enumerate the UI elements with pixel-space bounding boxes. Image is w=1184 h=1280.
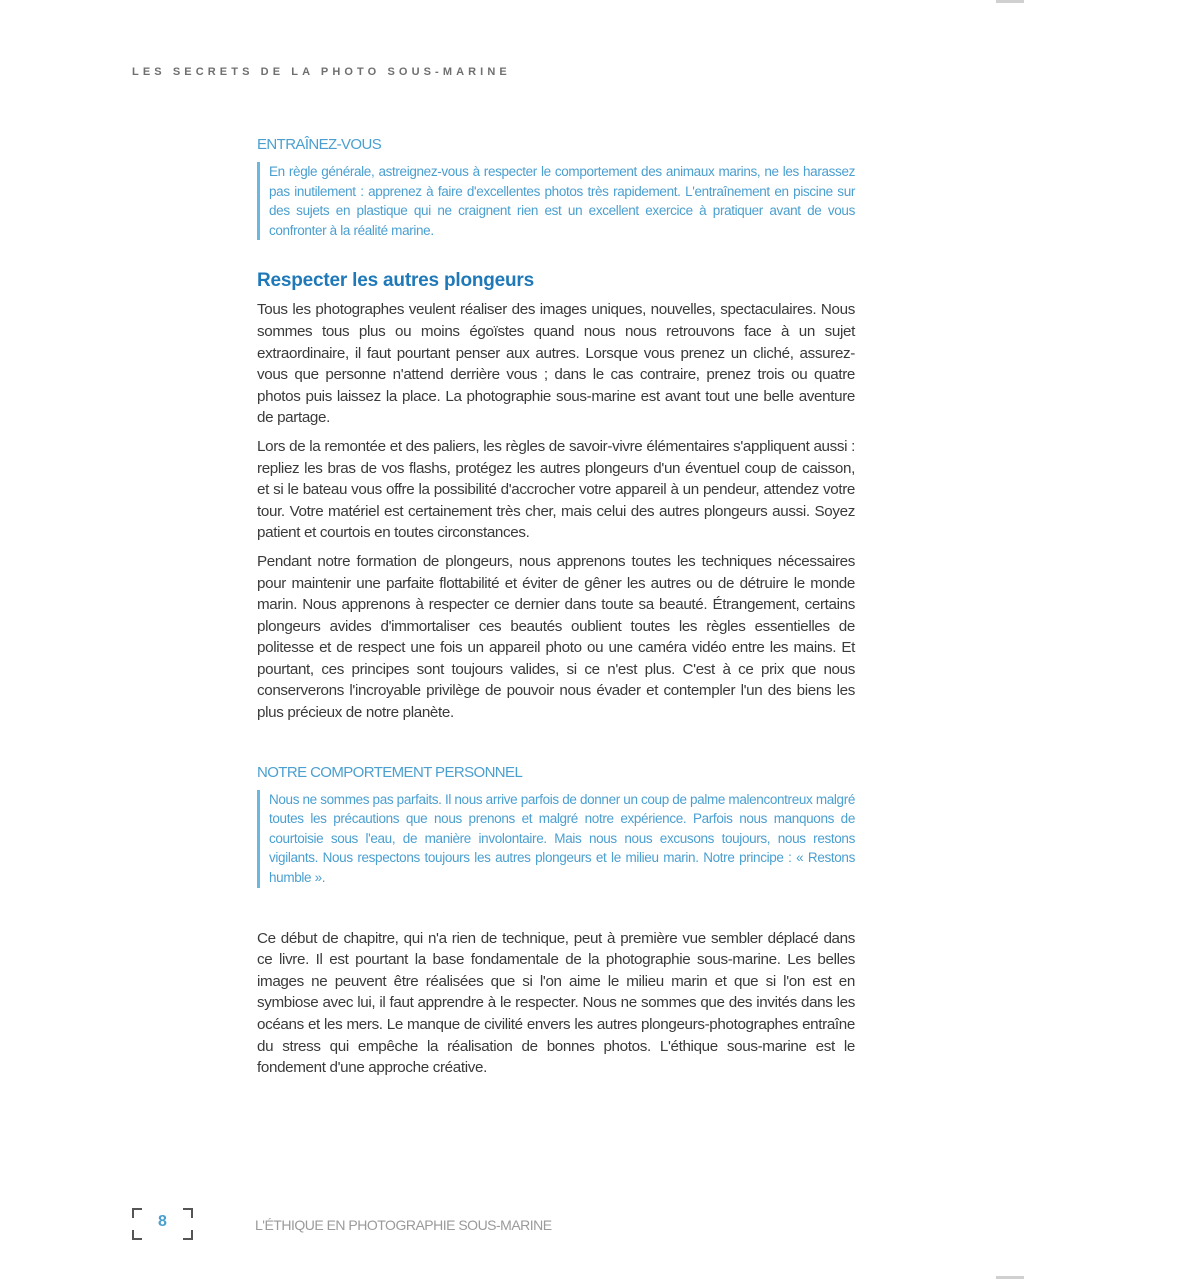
crop-mark-bottom	[996, 1276, 1024, 1279]
text-column	[257, 136, 855, 1086]
callout-box-behaviour	[257, 790, 855, 888]
body-paragraph-1: Tous les photographes veulent réaliser des images uniques, nouvelles, spectaculaires. Nous sommes tous plus ou moins égoïstes quand nous nous retrouvons face à un sujet extraordinaire, il faut pourtant penser aux autres. Lorsque vous prenez un cliché, assurez-vous que personne n'attend derrière vous ; dans le cas contraire, prenez trois ou quatre photos puis laissez la place. La photographie sous-marine est avant tout une belle aventure de partage.	[257, 301, 855, 427]
callout-box-training	[257, 162, 855, 240]
body-paragraph-2: Lors de la remontée et des paliers, les règles de savoir-vivre élémentaires s'appliquent aussi : repliez les bras de vos flashs, protégez les autres plongeurs d'un éventuel coup de caisson, et si le bateau vous offre la possibilité d'accrocher votre appareil à un pendeur, attendez votre tour. Votre matériel est certainement très cher, mais celui des autres plongeurs aussi. Soyez patient et courtois en toutes circonstances.	[257, 437, 855, 542]
page-number: 8	[158, 1213, 167, 1230]
closing-paragraph: Ce début de chapitre, qui n'a rien de technique, peut à première vue sembler déplacé dans ce livre. Il est pourtant la base fondamentale de la photographie sous-marine. Les belles images ne peuvent être réalisées que si l'on aime le milieu marin et que si l'on est en symbiose avec lui, il faut apprendre à le respecter. Nous ne sommes que des invités dans les océans et les mers. Le manque de civilité envers les autres plongeurs-photographes entraîne du stress qui empêche la réalisation de bonnes photos. L'éthique sous-marine est le fondement d'une approche créative.	[257, 929, 855, 1077]
box-title-behaviour: NOTRE COMPORTEMENT PERSONNEL	[257, 763, 523, 781]
callout-text-behaviour: Nous ne sommes pas parfaits. Il nous arrive parfois de donner un coup de palme malencontreux malgré toutes les précautions que nous prenons et malgré notre expérience. Parfois nous manquons de courtoisie sous l'eau, de manière involontaire. Mais nous nous excusons toujours, nous restons vigilants. Nous respectons toujours les autres plongeurs et le milieu marin. Notre principe : « Restons humble ».	[269, 791, 855, 886]
box-title-training: ENTRAÎNEZ-VOUS	[257, 136, 382, 153]
running-header: LES SECRETS DE LA PHOTO SOUS-MARINE	[132, 66, 511, 78]
crop-mark-top	[996, 0, 1024, 3]
callout-text-training: En règle générale, astreignez-vous à respecter le comportement des animaux marins, ne les harassez pas inutilement : apprenez à faire d'excellentes photos très rapidement. L'entraînement en piscine sur des sujets en plastique qui ne craignent rien est un excellent exercice à pratiquer avant de vous confronter à la réalité marine.	[269, 164, 855, 238]
page-number-frame	[132, 1208, 193, 1240]
body-paragraph-3: Pendant notre formation de plongeurs, nous apprenons toutes les techniques nécessaires pour maintenir une parfaite flottabilité et éviter de gêner les autres ou de détruire le monde marin. Nous apprenons à respecter ce dernier dans toute sa beauté. Étrangement, certains plongeurs avides d'immortaliser ces beautés oublient toutes les règles essentielles de politesse et de respect une fois un appareil photo ou une caméra vidéo entre les mains. Et pourtant, ces principes sont toujours valides, si ce n'est plus. C'est à ce prix que nous conserverons l'incroyable privilège de pouvoir nous évader et contempler l'un des biens les plus précieux de notre planète.	[257, 552, 855, 722]
running-footer: L'ÉTHIQUE EN PHOTOGRAPHIE SOUS-MARINE	[255, 1217, 552, 1233]
section-heading: Respecter les autres plongeurs	[257, 270, 534, 292]
